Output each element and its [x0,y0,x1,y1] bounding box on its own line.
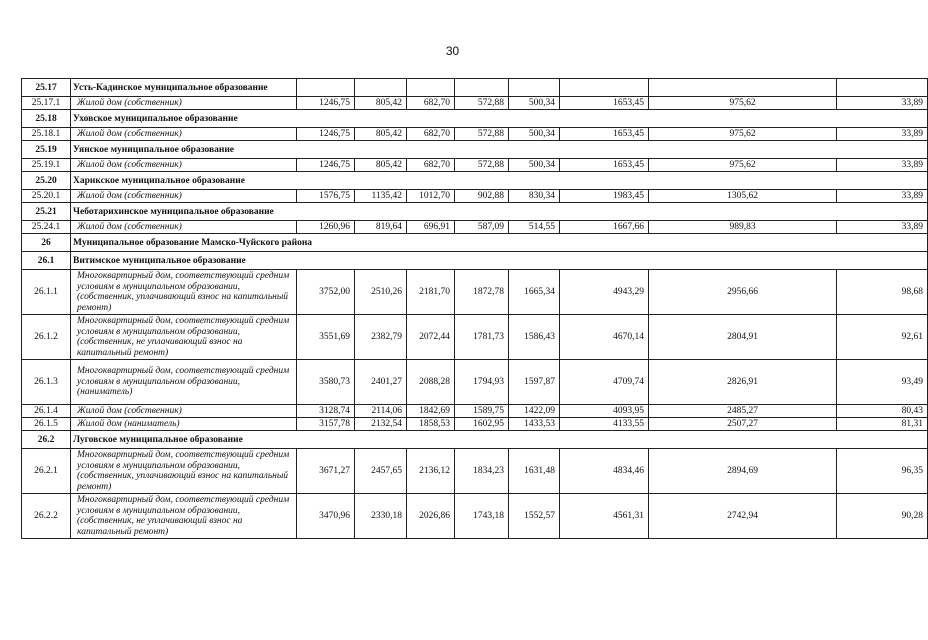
value-cell: 1246,75 [297,128,355,141]
value-cell: 1576,75 [297,190,355,203]
value-cell: 1552,57 [509,494,560,539]
section-code: 25.20 [22,172,71,190]
value-cell: 2401,27 [355,360,407,405]
row-label: Многоквартирный дом, соответствующий средним условиям в муниципальном образовании, (собственник, уплачивающий взнос на капитальный ремонт) [71,449,297,494]
table-row [22,405,928,418]
value-cell: 1246,75 [297,159,355,172]
value-cell: 92,61 [837,315,928,360]
value-cell: 500,34 [509,159,560,172]
row-label: Жилой дом (наниматель) [71,418,297,431]
row-code: 26.2.2 [22,494,71,539]
value-cell: 805,42 [355,159,407,172]
value-cell: 1135,42 [355,190,407,203]
value-cell: 2072,44 [407,315,455,360]
row-label: Жилой дом (собственник) [71,128,297,141]
row-code: 26.1.5 [22,418,71,431]
row-code: 25.19.1 [22,159,71,172]
section-header-row [22,431,928,449]
empty-cell [837,79,928,97]
section-code: 26.1 [22,252,71,270]
value-cell: 682,70 [407,159,455,172]
section-header-row [22,172,928,190]
value-cell: 90,28 [837,494,928,539]
value-cell: 33,89 [837,128,928,141]
value-cell: 696,91 [407,221,455,234]
row-label: Жилой дом (собственник) [71,221,297,234]
value-cell: 4943,29 [560,270,649,315]
row-code: 26.1.3 [22,360,71,405]
value-cell: 3128,74 [297,405,355,418]
value-cell: 2742,94 [649,494,837,539]
table-row [22,270,928,315]
value-cell: 1433,53 [509,418,560,431]
value-cell: 96,35 [837,449,928,494]
value-cell: 2485,27 [649,405,837,418]
section-header-row [22,79,928,97]
value-cell: 2804,91 [649,315,837,360]
value-cell: 2382,79 [355,315,407,360]
value-cell: 80,43 [837,405,928,418]
value-cell: 1589,75 [455,405,509,418]
row-code: 25.20.1 [22,190,71,203]
row-label: Жилой дом (собственник) [71,405,297,418]
table-row [22,128,928,141]
value-cell: 1794,93 [455,360,509,405]
value-cell: 2026,86 [407,494,455,539]
row-code: 25.17.1 [22,97,71,110]
row-label: Жилой дом (собственник) [71,159,297,172]
section-name: Уянское муниципальное образование [71,141,928,159]
value-cell: 93,49 [837,360,928,405]
value-cell: 805,42 [355,128,407,141]
section-code: 25.17 [22,79,71,97]
table-row [22,221,928,234]
empty-cell [407,79,455,97]
row-code: 25.18.1 [22,128,71,141]
value-cell: 4834,46 [560,449,649,494]
section-name: Муниципальное образование Мамско-Чуйского района [71,234,928,252]
value-cell: 989,83 [649,221,837,234]
value-cell: 819,64 [355,221,407,234]
row-code: 26.1.4 [22,405,71,418]
value-cell: 1653,45 [560,128,649,141]
value-cell: 3752,00 [297,270,355,315]
row-label: Многоквартирный дом, соответствующий средним условиям в муниципальном образовании, (собственник, не уплачивающий взнос на капитальный ремонт) [71,315,297,360]
empty-cell [560,79,649,97]
row-label: Жилой дом (собственник) [71,97,297,110]
row-code: 25.24.1 [22,221,71,234]
section-name: Усть-Кадинское муниципальное образование [71,79,297,97]
value-cell: 1983,45 [560,190,649,203]
row-label: Многоквартирный дом, соответствующий средним условиям в муниципальном образовании, (наниматель) [71,360,297,405]
section-code: 25.21 [22,203,71,221]
table-row [22,360,928,405]
value-cell: 500,34 [509,128,560,141]
section-name: Харикское муниципальное образование [71,172,928,190]
value-cell: 4561,31 [560,494,649,539]
section-code: 25.18 [22,110,71,128]
row-code: 26.1.2 [22,315,71,360]
value-cell: 3551,69 [297,315,355,360]
value-cell: 975,62 [649,128,837,141]
value-cell: 3580,73 [297,360,355,405]
value-cell: 1602,95 [455,418,509,431]
value-cell: 2894,69 [649,449,837,494]
value-cell: 1653,45 [560,159,649,172]
value-cell: 2956,66 [649,270,837,315]
table-row [22,159,928,172]
value-cell: 500,34 [509,97,560,110]
value-cell: 33,89 [837,221,928,234]
value-cell: 1665,34 [509,270,560,315]
value-cell: 2136,12 [407,449,455,494]
value-cell: 1422,09 [509,405,560,418]
value-cell: 2330,18 [355,494,407,539]
value-cell: 1246,75 [297,97,355,110]
value-cell: 3157,78 [297,418,355,431]
value-cell: 572,88 [455,97,509,110]
value-cell: 587,09 [455,221,509,234]
value-cell: 4670,14 [560,315,649,360]
value-cell: 1631,48 [509,449,560,494]
value-cell: 4133,55 [560,418,649,431]
section-header-row [22,234,928,252]
table-row [22,315,928,360]
section-name: Уховское муниципальное образование [71,110,928,128]
value-cell: 3671,27 [297,449,355,494]
section-header-row [22,141,928,159]
value-cell: 1834,23 [455,449,509,494]
value-cell: 1781,73 [455,315,509,360]
value-cell: 98,68 [837,270,928,315]
value-cell: 975,62 [649,159,837,172]
table-body [22,79,928,539]
value-cell: 4709,74 [560,360,649,405]
value-cell: 805,42 [355,97,407,110]
empty-cell [355,79,407,97]
value-cell: 1842,69 [407,405,455,418]
value-cell: 2088,28 [407,360,455,405]
value-cell: 2181,70 [407,270,455,315]
value-cell: 1597,87 [509,360,560,405]
value-cell: 81,31 [837,418,928,431]
value-cell: 1260,96 [297,221,355,234]
value-cell: 572,88 [455,159,509,172]
value-cell: 1667,66 [560,221,649,234]
section-name: Чеботарихинское муниципальное образование [71,203,928,221]
value-cell: 902,88 [455,190,509,203]
value-cell: 1586,43 [509,315,560,360]
value-cell: 33,89 [837,190,928,203]
row-code: 26.1.1 [22,270,71,315]
value-cell: 682,70 [407,128,455,141]
value-cell: 4093,95 [560,405,649,418]
value-cell: 33,89 [837,159,928,172]
section-code: 26 [22,234,71,252]
row-label: Многоквартирный дом, соответствующий средним условиям в муниципальном образовании, (собственник, не уплачивающий взнос на капитальный ремонт) [71,494,297,539]
table-row [22,449,928,494]
section-header-row [22,110,928,128]
section-code: 25.19 [22,141,71,159]
section-name: Луговское муниципальное образование [71,431,928,449]
empty-cell [649,79,837,97]
value-cell: 514,55 [509,221,560,234]
value-cell: 2507,27 [649,418,837,431]
section-code: 26.2 [22,431,71,449]
row-label: Жилой дом (собственник) [71,190,297,203]
value-cell: 975,62 [649,97,837,110]
row-code: 26.2.1 [22,449,71,494]
value-cell: 2132,54 [355,418,407,431]
section-name: Витимское муниципальное образование [71,252,928,270]
value-cell: 682,70 [407,97,455,110]
section-header-row [22,252,928,270]
value-cell: 2510,26 [355,270,407,315]
value-cell: 2826,91 [649,360,837,405]
value-cell: 572,88 [455,128,509,141]
table-row [22,494,928,539]
value-cell: 2114,06 [355,405,407,418]
value-cell: 2457,65 [355,449,407,494]
table-row [22,418,928,431]
value-cell: 1743,18 [455,494,509,539]
table-row [22,190,928,203]
empty-cell [297,79,355,97]
value-cell: 33,89 [837,97,928,110]
value-cell: 1012,70 [407,190,455,203]
table-row [22,97,928,110]
value-cell: 1305,62 [649,190,837,203]
page-number: 30 [445,44,460,58]
value-cell: 1858,53 [407,418,455,431]
value-cell: 830,34 [509,190,560,203]
value-cell: 3470,96 [297,494,355,539]
tariff-table [21,78,928,539]
section-header-row [22,203,928,221]
value-cell: 1653,45 [560,97,649,110]
empty-cell [455,79,509,97]
row-label: Многоквартирный дом, соответствующий средним условиям в муниципальном образовании, (собственник, уплачивающий взнос на капитальный ремонт) [71,270,297,315]
empty-cell [509,79,560,97]
value-cell: 1872,78 [455,270,509,315]
